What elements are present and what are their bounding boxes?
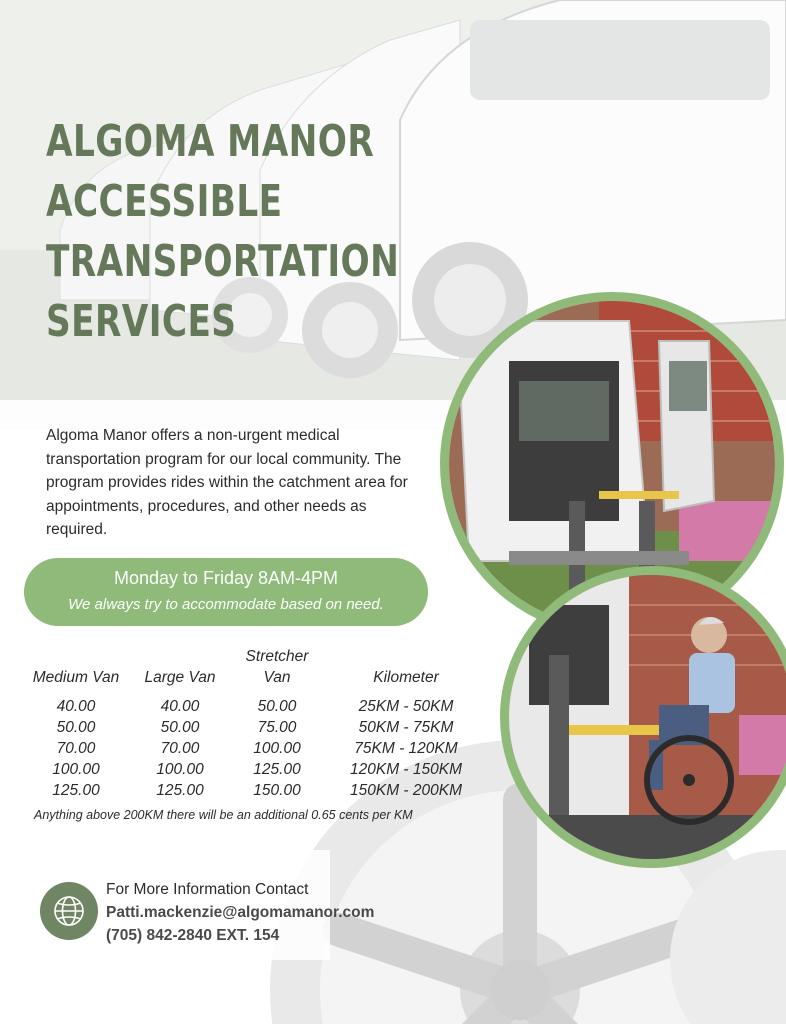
- globe-icon: [40, 882, 98, 940]
- column-header: Kilometer: [373, 669, 439, 686]
- table-cell: 120KM - 150KM: [350, 761, 462, 778]
- rates-note: Anything above 200KM there will be an additional 0.65 cents per KM: [34, 808, 413, 822]
- table-cell: 70.00: [160, 740, 200, 757]
- title-line: ACCESSIBLE: [46, 176, 283, 227]
- table-cell: 75KM - 120KM: [354, 740, 458, 757]
- title-line: TRANSPORTATION: [46, 236, 400, 287]
- hours-banner: [24, 558, 428, 626]
- column-stretcher-van: [232, 642, 322, 801]
- table-cell: 50.00: [257, 698, 297, 715]
- contact-email[interactable]: Patti.mackenzie@algomamanor.com: [106, 904, 375, 921]
- table-cell: 50.00: [56, 719, 96, 736]
- table-cell: 25KM - 50KM: [358, 698, 454, 715]
- table-cell: 100.00: [156, 761, 204, 778]
- table-cell: 75.00: [257, 719, 297, 736]
- table-cell: 125.00: [52, 782, 100, 799]
- table-cell: 125.00: [253, 761, 301, 778]
- intro-paragraph: Algoma Manor offers a non-urgent medical transportation program for our local community. The program provides rides within the catchment area for appointments, procedures, and other needs as required.: [46, 427, 408, 538]
- table-cell: 50.00: [160, 719, 200, 736]
- contact-block: [106, 878, 374, 947]
- table-cell: 100.00: [253, 740, 301, 757]
- table-cell: 150.00: [253, 782, 301, 799]
- table-cell: 50KM - 75KM: [358, 719, 454, 736]
- contact-label: For More Information Contact: [106, 881, 309, 898]
- column-medium-van: [22, 642, 130, 801]
- table-cell: 125.00: [156, 782, 204, 799]
- wheelchair-lift-photo: [500, 566, 786, 868]
- table-cell: 70.00: [56, 740, 96, 757]
- contact-phone[interactable]: (705) 842-2840 EXT. 154: [106, 927, 280, 944]
- column-header: Stretcher Van: [245, 648, 309, 686]
- title-line: ALGOMA MANOR: [46, 116, 375, 167]
- page-title: [46, 112, 400, 352]
- title-line: SERVICES: [46, 296, 237, 347]
- table-cell: 40.00: [56, 698, 96, 715]
- hours-text: Monday to Friday 8AM-4PM: [113, 568, 339, 588]
- column-header: Medium Van: [32, 669, 120, 686]
- column-large-van: [134, 642, 226, 801]
- table-cell: 150KM - 200KM: [350, 782, 462, 799]
- column-header: Large Van: [144, 669, 216, 686]
- table-cell: 40.00: [160, 698, 200, 715]
- hours-subtext: We always try to accommodate based on need.: [68, 596, 384, 613]
- column-kilometer: [340, 642, 472, 801]
- table-cell: 100.00: [52, 761, 100, 778]
